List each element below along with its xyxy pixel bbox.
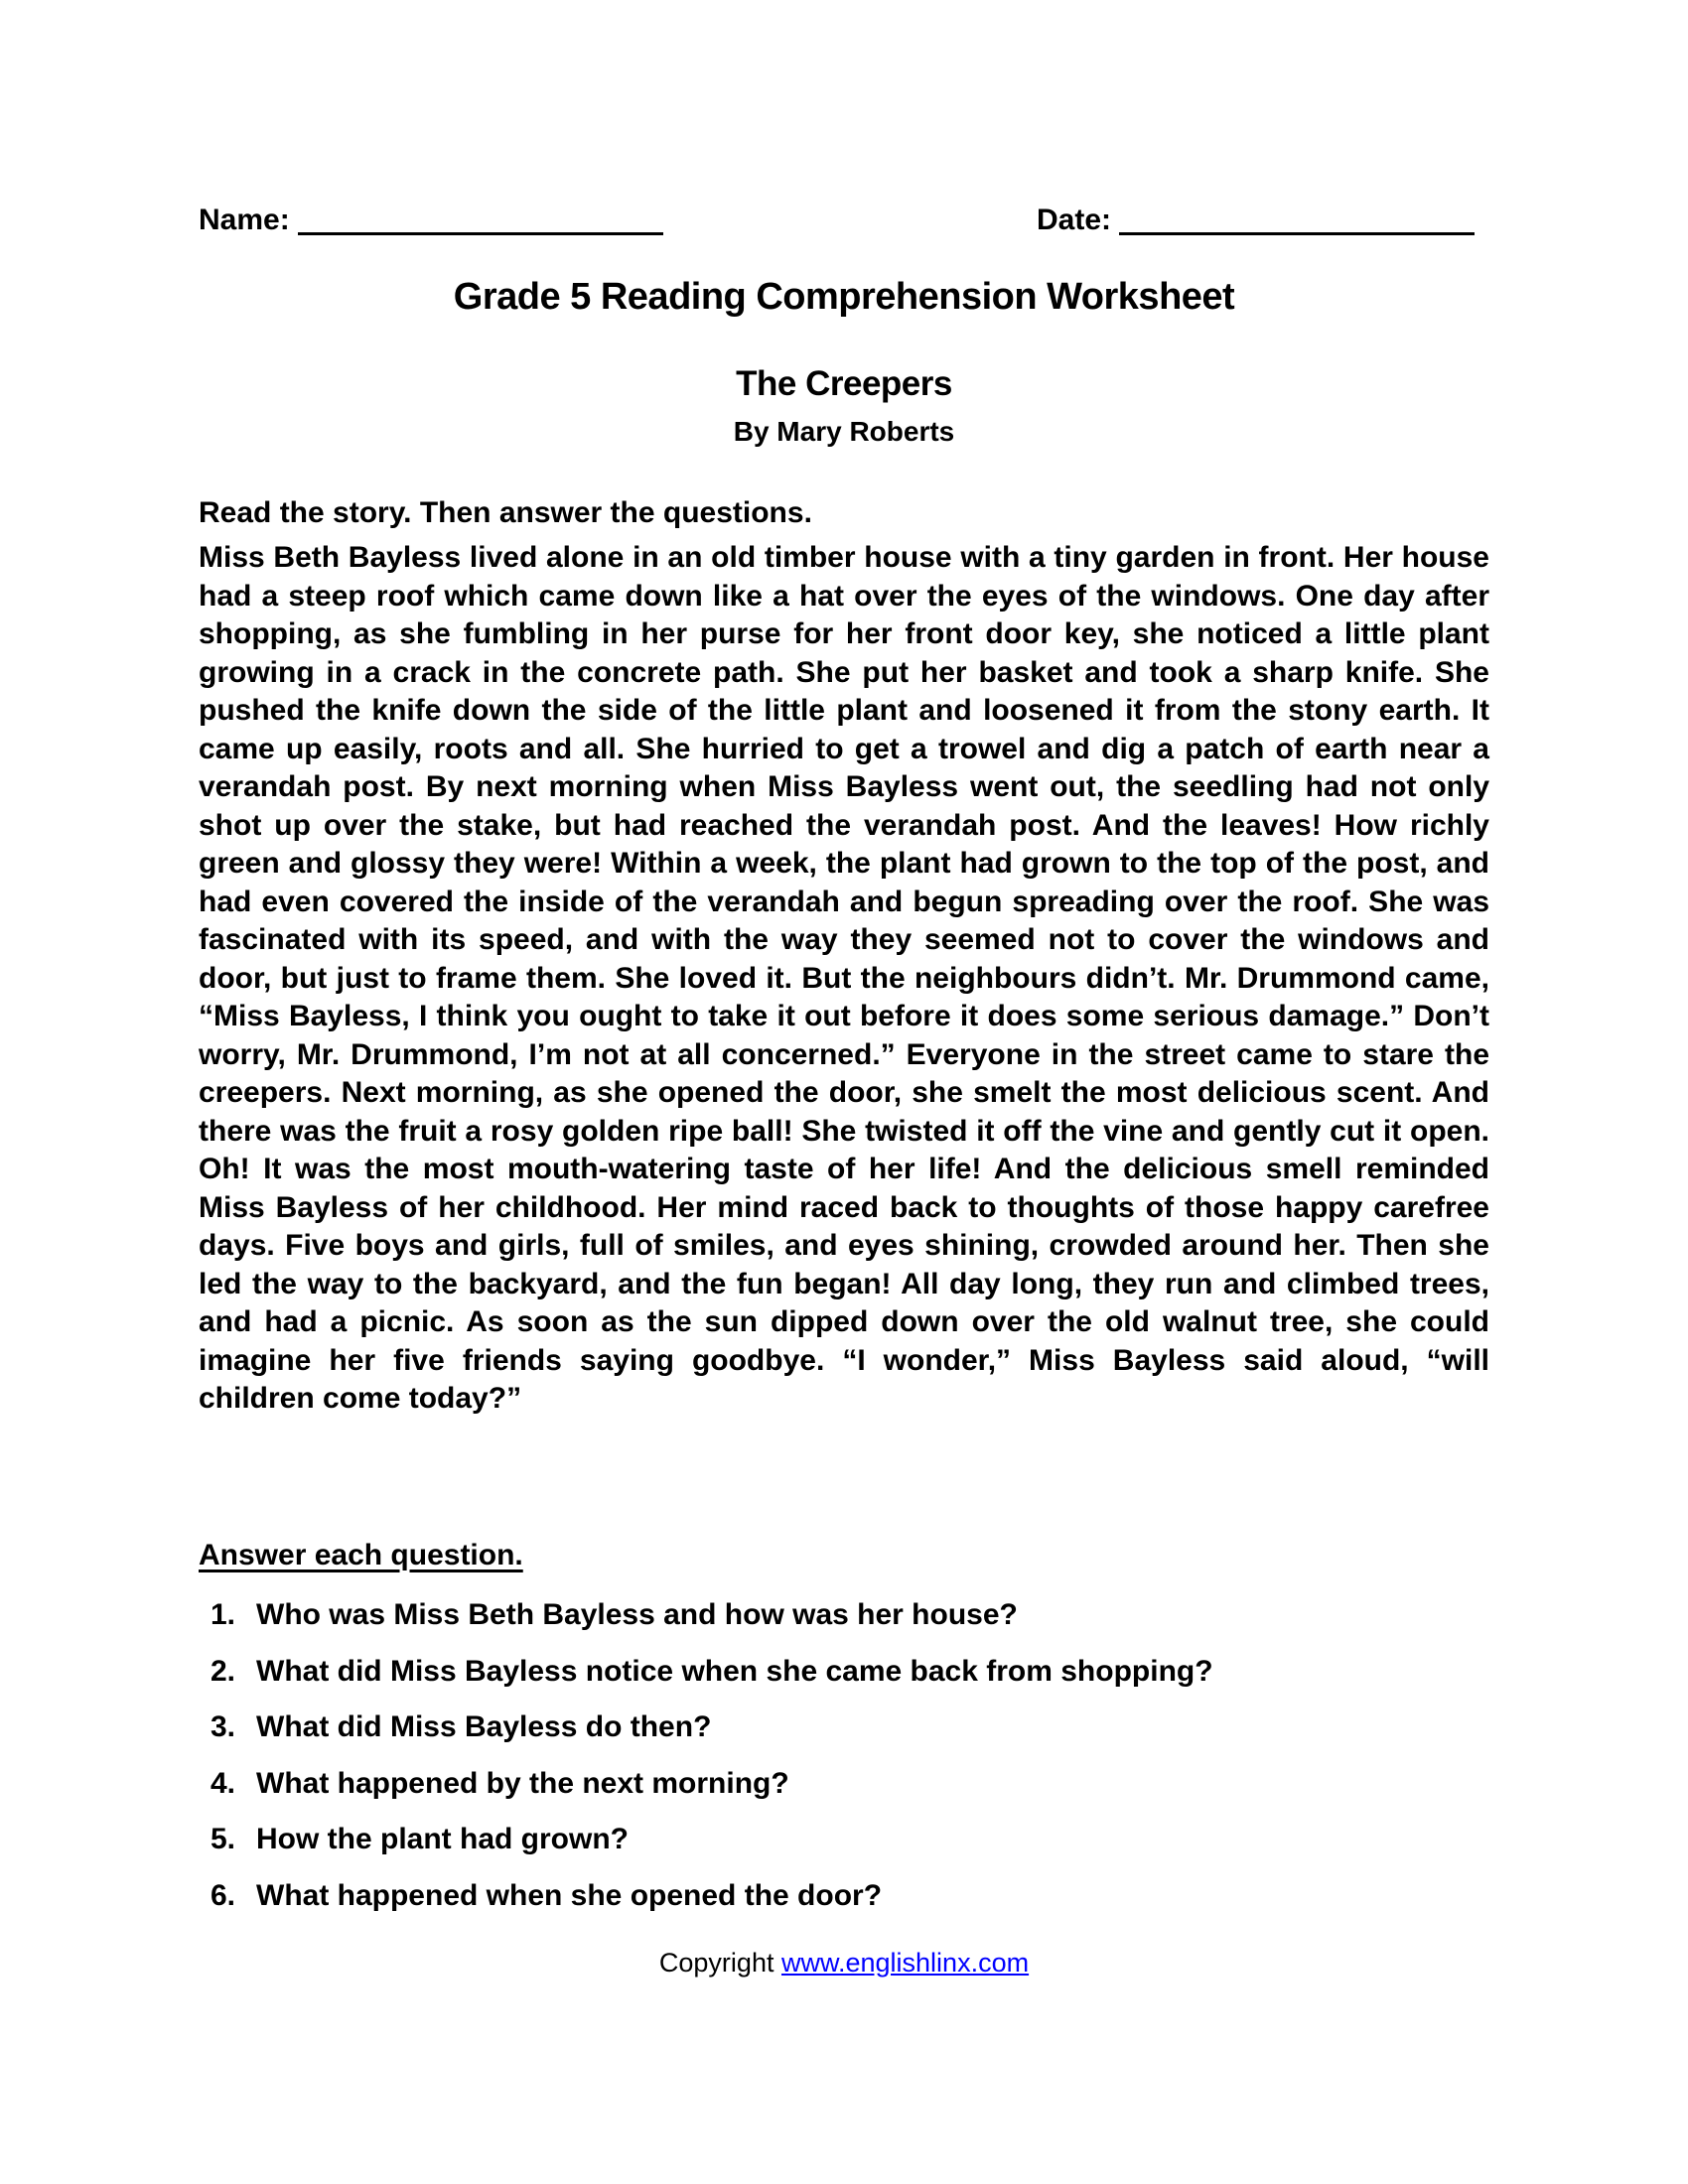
question-item: [199, 1653, 1489, 1692]
question-text: What did Miss Bayless notice when she came back from shopping?: [256, 1654, 1213, 1688]
story-instruction: Read the story. Then answer the questions.: [199, 496, 812, 529]
question-number: 4.: [211, 1766, 236, 1800]
question-text: Who was Miss Beth Bayless and how was her house?: [256, 1598, 1018, 1631]
question-number: 5.: [211, 1823, 236, 1855]
question-number: 6.: [211, 1878, 236, 1912]
question-item: [199, 1708, 1489, 1747]
question-text: What happened by the next morning?: [256, 1766, 789, 1800]
copyright-label: Copyright: [658, 1948, 774, 1978]
answer-section-header: Answer each question.: [199, 1539, 523, 1571]
question-item: [199, 1596, 1489, 1635]
question-number: 1.: [211, 1598, 236, 1631]
date-fill-line: [1119, 199, 1475, 235]
worksheet-title: Grade 5 Reading Comprehension Worksheet: [453, 276, 1235, 318]
question-item: [199, 1877, 1489, 1916]
story-title: The Creepers: [736, 364, 952, 403]
englishlinx-link[interactable]: www.englishlinx.com: [780, 1948, 1030, 1978]
question-number: 3.: [211, 1710, 236, 1743]
question-item: [199, 1765, 1489, 1804]
questions-list: [199, 1596, 1489, 1933]
story-text: Miss Beth Bayless lived alone in an old timber house with a tiny garden in front. Her house had a steep roof which came down like a hat over the eyes of the windows. One day after shopping, as she fumbling in her purse for her front door key, she noticed a little plant growing in a crack in the concrete path. She put her basket and took a sharp knife. She pushed the knife down the side of the little plant and loosened it from the stony earth. It came up easily, roots and all. She hurried to get a trowel and dig a patch of earth near a verandah post. By next morning when Miss Bayless went out, the seedling had not only shot up over the stake, but had reached the verandah post. And the leaves! How richly green and glossy they were! Within a week, the plant had grown to the top of the post, and had even covered the inside of the verandah and begun spreading over the roof. She was fascinated with its speed, and with the way they seemed not to cover the windows and door, but just to frame them. She loved it. But the neighbours didn’t. Mr. Drummond came, “Miss Bayless, I think you ought to take it out before it does some serious damage.” Don’t worry, Mr. Drummond, I’m not at all concerned.” Everyone in the street came to stare the creepers. Next morning, as she opened the door, she smelt the most delicious scent. And there was the fruit a rosy golden ripe ball! She twisted it off the vine and gently cut it open. Oh! It was the most mouth-watering taste of her life! And the delicious smell reminded Miss Bayless of her childhood. Her mind raced back to thoughts of those happy carefree days. Five boys and girls, full of smiles, and eyes shining, crowded around her. Then she led the way to the backyard, and the fun began! All day long, they run and climbed trees, and had a picnic. As soon as the sun dipped down over the old walnut tree, she could imagine her five friends saying goodbye. “I wonder,” Miss Bayless said aloud, “will children come today?”: [199, 541, 1489, 1415]
name-fill-line: [298, 199, 663, 235]
date-label: Date:: [1037, 204, 1112, 236]
question-number: 2.: [211, 1654, 236, 1688]
name-date-row: [199, 199, 1489, 238]
question-text: What did Miss Bayless do then?: [256, 1710, 712, 1743]
story-byline: By Mary Roberts: [733, 416, 955, 447]
date-field: [1037, 199, 1475, 238]
footer: [0, 1946, 1688, 1979]
name-label: Name:: [199, 204, 290, 236]
question-text: What happened when she opened the door?: [256, 1878, 883, 1912]
question-text: How the plant had grown?: [256, 1823, 629, 1855]
question-item: [199, 1821, 1489, 1859]
name-field: [199, 199, 663, 238]
